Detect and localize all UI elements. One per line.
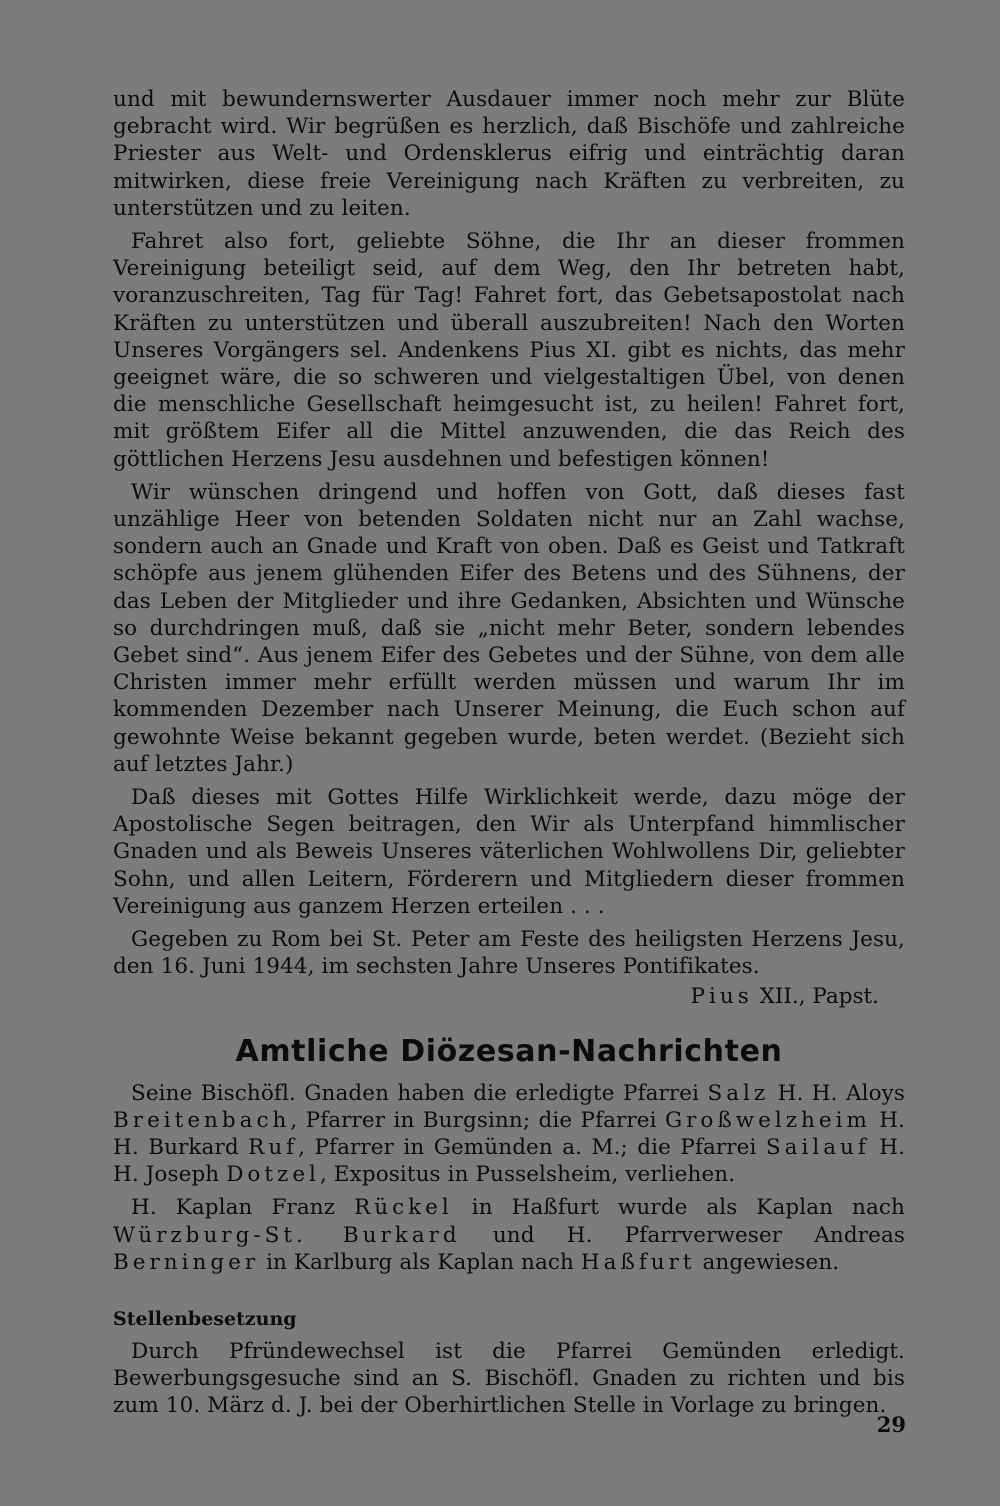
signature — [113, 983, 905, 1010]
subsection-title: Stellenbesetzung — [113, 1307, 297, 1330]
document-page — [113, 82, 905, 1420]
section-title: Amtliche Diözesan-Nachrichten — [235, 1033, 783, 1069]
signature-name: Pius — [690, 983, 753, 1009]
notice-transfers: H. Kaplan Franz Rückel in Haßfurt wurde als Kaplan nach Würzburg-St. Burkard und H. Pfarrverweser Andreas Berninger in Karlburg als Kaplan nach Haßfurt angewiesen. — [113, 1195, 905, 1275]
paragraph-2: Fahret also fort, geliebte Söhne, die Ihr an dieser frommen Vereinigung beteiligt seid, auf dem Weg, den Ihr betreten habt, voranzuschreiten, Tag für Tag! Fahret fort, das Gebetsapostolat nach Kräften zu unterstützen und überall auszubreiten! Nach den Worten Unseres Vorgängers sel. Andenkens Pius XI. gibt es nichts, das mehr geeignet wäre, die so schweren und vielgestaltigen Übel, von denen die menschliche Gesellschaft heimgesucht ist, zu heilen! Fahret fort, mit größtem Eifer all die Mittel anzuwenden, die das Reich des göttlichen Herzens Jesu ausdehnen und befestigen können! — [113, 229, 905, 472]
paragraph-1: und mit bewundernswerter Ausdauer immer noch mehr zur Blüte gebracht wird. Wir begrüßen es herzlich, daß Bischöfe und zahlreiche Priester aus Welt- und Ordensklerus eifrig und einträchtig daran mitwirken, diese freie Vereinigung nach Kräften zu verbreiten, zu unterstützen und zu leiten. — [113, 87, 905, 221]
signature-title: XII., Papst. — [759, 983, 879, 1009]
paragraph-3: Wir wünschen dringend und hoffen von Gott, daß dieses fast unzählige Heer von betenden Soldaten nicht nur an Zahl wachse, sondern auch an Gnade und Kraft von oben. Daß es Geist und Tatkraft schöpfe aus jenem glühenden Eifer des Betens und des Sühnens, der das Leben der Mitglieder und ihre Gedanken, Absichten und Wünsche so durchdringen muß, daß sie „nicht mehr Beter, sondern lebendes Gebet sind“. Aus jenem Eifer des Gebetes und der Sühne, von dem alle Christen immer mehr erfüllt werden müssen und warum Ihr im kommenden Dezember nach Unserer Meinung, die Euch schon auf gewohnte Weise bekannt gegeben wurde, beten werdet. (Bezieht sich auf letztes Jahr.) — [113, 479, 905, 777]
page-number: 29 — [876, 1412, 906, 1437]
paragraph-5: Gegeben zu Rom bei St. Peter am Feste des heiligsten Herzens Jesu, den 16. Juni 1944, im sechsten Jahre Unseres Pontifikates. — [113, 927, 905, 980]
paragraph-4: Daß dieses mit Gottes Hilfe Wirklichkeit werde, dazu möge der Apostolische Segen beitragen, den Wir als Unterpfand himmlischer Gnaden und als Beweis Unseres väterlichen Wohlwollens Dir, geliebter Sohn, und allen Leitern, Förderern und Mitgliedern dieser frommen Vereinigung aus ganzem Herzen erteilen . . . — [113, 785, 905, 919]
notice-appointments: Seine Bischöfl. Gnaden haben die erledigte Pfarrei Salz H. H. Aloys Breitenbach, Pfarrer in Burgsinn; die Pfarrei Großwelzheim H. H. Burkard Ruf, Pfarrer in Gemünden a. M.; die Pfarrei Sailauf H. H. Joseph Dotzel, Expositus in Pusselsheim, verliehen. — [113, 1080, 906, 1188]
notice-vacancy: Durch Pfründewechsel ist die Pfarrei Gemünden erledigt. Bewerbungsgesuche sind an S. Bischöfl. Gnaden zu richten und bis zum 10. März d. J. bei der Oberhirtlichen Stelle in Vorlage zu bringen. — [113, 1338, 905, 1419]
